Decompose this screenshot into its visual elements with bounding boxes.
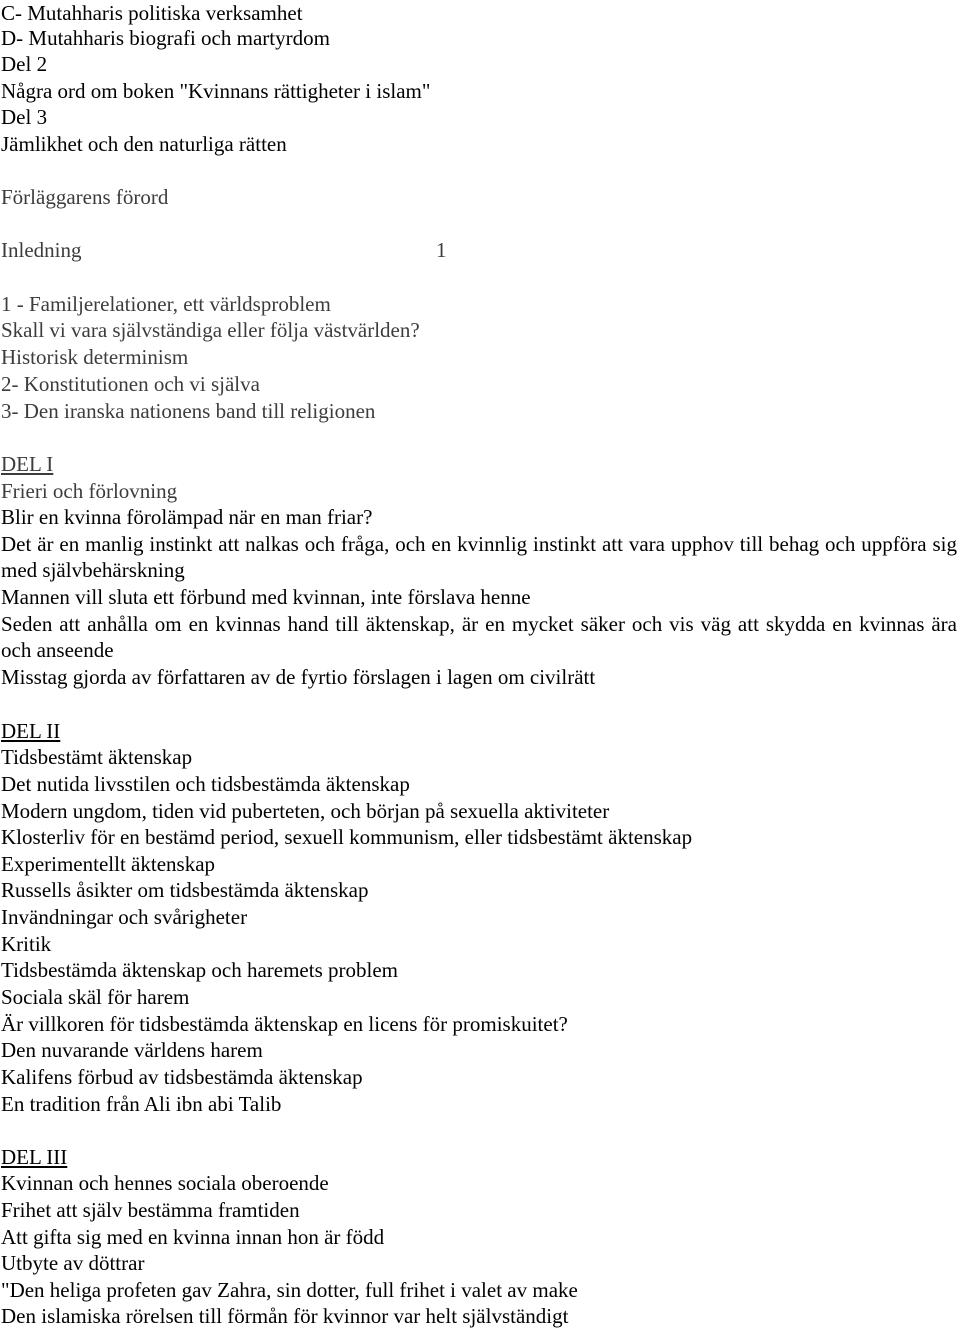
intro-item: 3- Den iranska nationens band till religionen — [1, 399, 376, 423]
intro-item: Historisk determinism — [1, 345, 189, 369]
part2-item: Är villkoren för tidsbestämda äktenskap en licens för promiskuitet? — [1, 1012, 568, 1036]
part2-item: En tradition från Ali ibn abi Talib — [1, 1092, 282, 1116]
toc-line: D- Mutahharis biografi och martyrdom — [1, 26, 330, 50]
part2-item: Experimentellt äktenskap — [1, 852, 216, 876]
part3-item: Utbyte av döttrar — [1, 1251, 145, 1275]
intro-page-number: 1 — [436, 238, 447, 262]
part2-item: Den nuvarande världens harem — [1, 1038, 263, 1062]
part3-item: Den islamiska rörelsen till förmån för kvinnor var helt självständigt — [1, 1304, 569, 1328]
part1-item: Mannen vill sluta ett förbund med kvinnan, inte förslava henne — [1, 585, 531, 609]
part3-item: Att gifta sig med en kvinna innan hon är född — [1, 1225, 385, 1249]
intro-item: 2- Konstitutionen och vi själva — [1, 372, 260, 396]
part1-heading: DEL I — [1, 452, 54, 476]
part3-heading: DEL III — [1, 1145, 68, 1169]
part2-item: Sociala skäl för harem — [1, 985, 190, 1009]
part2-item: Tidsbestämda äktenskap och haremets problem — [1, 958, 398, 982]
part1-item: Blir en kvinna förolämpad när en man friar? — [1, 505, 373, 529]
intro-title: Inledning — [1, 238, 82, 262]
part3-item: "Den heliga profeten gav Zahra, sin dotter, full frihet i valet av make — [1, 1278, 578, 1302]
part2-item: Det nutida livsstilen och tidsbestämda äktenskap — [1, 772, 410, 796]
part2-item: Invändningar och svårigheter — [1, 905, 248, 929]
toc-line: Del 2 — [1, 52, 48, 76]
intro-item: 1 - Familjerelationer, ett världsproblem — [1, 292, 331, 316]
part2-heading: DEL II — [1, 719, 61, 743]
intro-item: Skall vi vara självständiga eller följa västvärlden? — [1, 318, 420, 342]
toc-line: Några ord om boken "Kvinnans rättigheter i islam" — [1, 79, 431, 103]
part1-item: Misstag gjorda av författaren av de fyrtio förslagen i lagen om civilrätt — [1, 665, 596, 689]
foreword-title: Förläggarens förord — [1, 185, 169, 209]
part3-item: Kvinnan och hennes sociala oberoende — [1, 1171, 329, 1195]
part1-item: Frieri och förlovning — [1, 479, 178, 503]
part2-item: Modern ungdom, tiden vid puberteten, och början på sexuella aktiviteter — [1, 799, 610, 823]
part2-item: Kritik — [1, 932, 52, 956]
toc-line: Del 3 — [1, 105, 48, 129]
toc-line: Jämlikhet och den naturliga rätten — [1, 132, 287, 156]
part2-item: Tidsbestämt äktenskap — [1, 745, 193, 769]
part1-item: Seden att anhålla om en kvinnas hand till äktenskap, är en mycket säker och vis väg att skydda en kvinnas ära och anseende — [1, 612, 957, 662]
part1-item: Det är en manlig instinkt att nalkas och fråga, och en kvinnlig instinkt att vara upphov till behag och uppföra sig med självbehärskning — [1, 532, 957, 582]
part3-item: Frihet att själv bestämma framtiden — [1, 1198, 300, 1222]
part2-item: Russells åsikter om tidsbestämda äktenskap — [1, 878, 369, 902]
part2-item: Klosterliv för en bestämd period, sexuell kommunism, eller tidsbestämt äktenskap — [1, 825, 693, 849]
toc-line: C- Mutahharis politiska verksamhet — [1, 1, 303, 25]
part2-item: Kalifens förbud av tidsbestämda äktenskap — [1, 1065, 363, 1089]
